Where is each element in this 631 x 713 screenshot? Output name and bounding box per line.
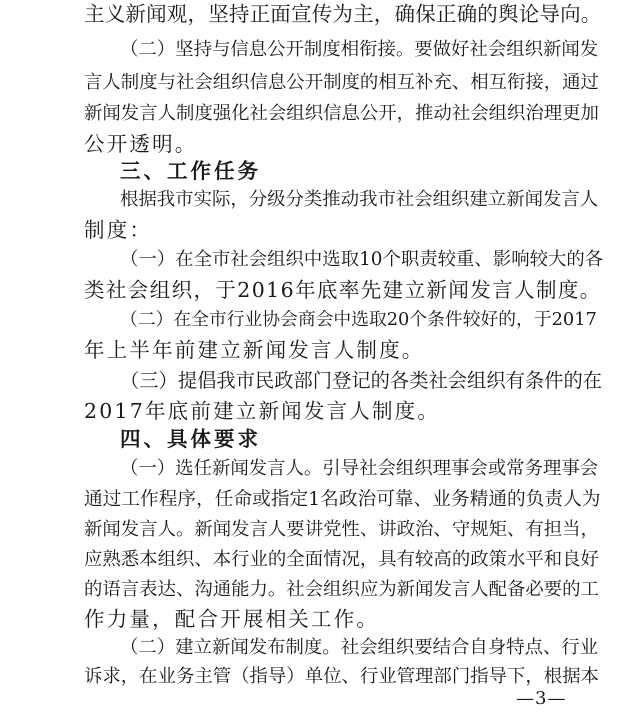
text-line: 2017年底前建立新闻发言人制度。	[84, 399, 441, 423]
text-line: 作力量，配合开展相关工作。	[84, 607, 380, 631]
text-line: （二）坚持与信息公开制度相衔接。要做好社会组织新闻发	[120, 39, 599, 60]
text-line: 诉求，在业务主管（指导）单位、行业管理部门指导下，根据本	[84, 666, 599, 687]
text-line: （一）在全市社会组织中选取10个职责较重、影响较大的各	[120, 249, 604, 270]
text-line: 年上半年前建立新闻发言人制度。	[84, 338, 425, 362]
text-line: 应熟悉本组织、本行业的全面情况，具有较高的政策水平和良好	[84, 549, 599, 570]
text-line: 类社会组织，于2016年底率先建立新闻发言人制度。	[84, 278, 602, 302]
text-line: 主义新闻观，坚持正面宣传为主，确保正确的舆论导向。	[84, 2, 602, 26]
text-line: （二）在全市行业协会商会中选取20个条件较好的，于2017	[120, 309, 597, 330]
page-number: —3—	[516, 688, 567, 709]
text-line: 新闻发言人。新闻发言人要讲党性、讲政治、守规矩、有担当，	[84, 519, 599, 540]
text-line: 通过工作程序，任命或指定1名政治可靠、业务精通的负责人为	[84, 489, 601, 510]
text-line: （三）提倡我市民政部门登记的各类社会组织有条件的在	[120, 369, 603, 392]
section-heading: 三、工作任务	[120, 159, 261, 183]
text-line: 根据我市实际，分级分类推动我市社会组织建立新闻发言人	[120, 189, 599, 210]
text-line: 新闻发言人制度强化社会组织信息公开，推动社会组织治理更加	[84, 103, 599, 124]
text-line: 制度：	[84, 218, 153, 242]
text-line: 言人制度与社会组织信息公开制度的相互补充、相互衔接，通过	[84, 72, 599, 93]
text-line: 公开透明。	[84, 132, 198, 156]
text-line: （一）选任新闻发言人。引导社会组织理事会或常务理事会	[120, 458, 599, 479]
text-line: 的语言表达、沟通能力。社会组织应为新闻发言人配备必要的工	[84, 579, 599, 600]
text-line: （二）建立新闻发布制度。社会组织要结合自身特点、行业	[120, 637, 599, 658]
section-heading: 四、具体要求	[120, 427, 261, 451]
